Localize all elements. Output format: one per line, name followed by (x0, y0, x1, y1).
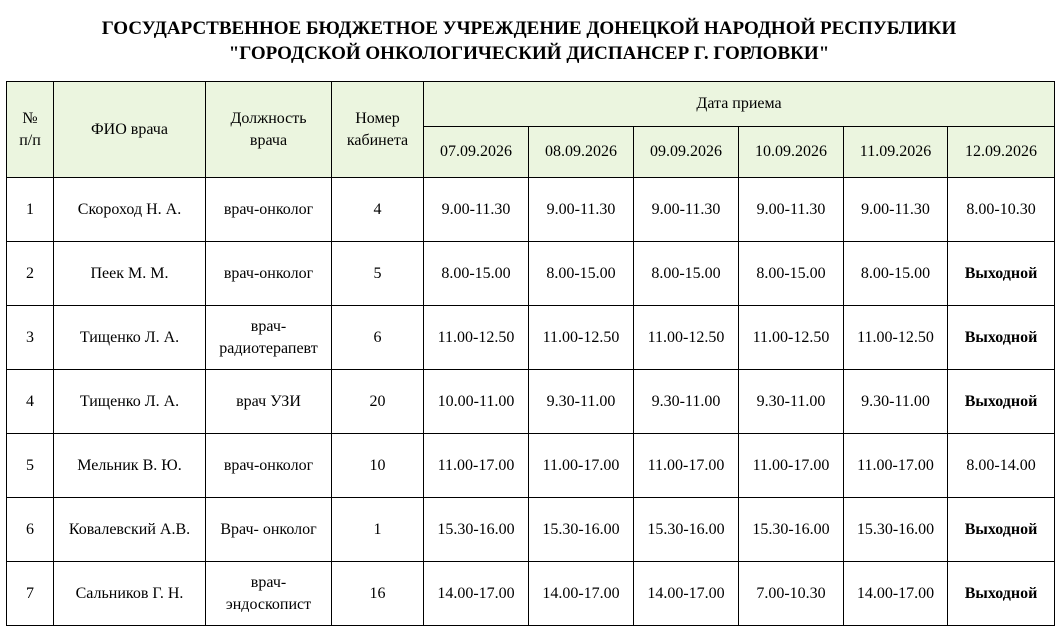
doctor-name: Ковалевский А.В. (54, 498, 206, 562)
title-line-2: "ГОРОДСКОЙ ОНКОЛОГИЧЕСКИЙ ДИСПАНСЕР Г. ГОРЛОВКИ" (228, 43, 830, 64)
doctor-name: Тищенко Л. А. (54, 306, 206, 370)
header-doctor-name: ФИО врача (54, 82, 206, 178)
appointment-time: Выходной (948, 562, 1055, 626)
appointment-time: 15.30-16.00 (844, 498, 948, 562)
header-position-line2: врача (249, 131, 288, 149)
header-date: 07.09.2026 (424, 127, 529, 178)
appointment-time: 11.00-12.50 (529, 306, 634, 370)
appointment-time: 9.30-11.00 (739, 370, 844, 434)
row-number: 2 (7, 242, 54, 306)
doctor-position-line1: врач- (250, 317, 287, 335)
doctor-position-line1: врач- (250, 573, 287, 591)
room-number: 1 (332, 498, 424, 562)
doctor-position-line1: врач-онколог (223, 264, 314, 282)
appointment-time: Выходной (948, 498, 1055, 562)
appointment-time: 9.00-11.30 (634, 178, 739, 242)
header-position (206, 82, 332, 178)
table-row (7, 370, 1055, 434)
appointment-time: 9.00-11.30 (844, 178, 948, 242)
table-row (7, 434, 1055, 498)
appointment-time: 14.00-17.00 (424, 562, 529, 626)
appointment-time: 11.00-17.00 (424, 434, 529, 498)
appointment-time: 9.00-11.30 (424, 178, 529, 242)
doctor-position-line1: врач-онколог (223, 200, 314, 218)
appointment-time: 8.00-15.00 (844, 242, 948, 306)
table-row (7, 306, 1055, 370)
table-row (7, 242, 1055, 306)
header-number (7, 82, 54, 178)
doctor-position-line2: эндоскопист (225, 595, 312, 613)
appointment-time: 15.30-16.00 (529, 498, 634, 562)
appointment-time: 11.00-17.00 (634, 434, 739, 498)
doctor-position (206, 306, 332, 370)
doctor-position (206, 178, 332, 242)
header-room-line1: Номер (355, 109, 400, 127)
doctor-name: Пеек М. М. (54, 242, 206, 306)
doctor-position-line1: врач-онколог (223, 456, 314, 474)
row-number: 3 (7, 306, 54, 370)
header-date: 12.09.2026 (948, 127, 1055, 178)
appointment-time: 15.30-16.00 (424, 498, 529, 562)
appointment-time: 11.00-17.00 (739, 434, 844, 498)
header-date: 09.09.2026 (634, 127, 739, 178)
header-date: 10.09.2026 (739, 127, 844, 178)
appointment-time: 8.00-14.00 (948, 434, 1055, 498)
doctor-position-line1: Врач- онколог (220, 520, 317, 538)
row-number: 7 (7, 562, 54, 626)
appointment-time: 15.30-16.00 (739, 498, 844, 562)
row-number: 4 (7, 370, 54, 434)
doctor-position (206, 434, 332, 498)
appointment-time: 14.00-17.00 (529, 562, 634, 626)
doctor-name: Мельник В. Ю. (54, 434, 206, 498)
room-number: 6 (332, 306, 424, 370)
appointment-time: 9.30-11.00 (844, 370, 948, 434)
table-row (7, 562, 1055, 626)
appointment-time: 9.00-11.30 (739, 178, 844, 242)
row-number: 5 (7, 434, 54, 498)
appointment-time: Выходной (948, 370, 1055, 434)
appointment-time: 11.00-12.50 (844, 306, 948, 370)
appointment-time: 8.00-10.30 (948, 178, 1055, 242)
header-room (332, 82, 424, 178)
appointment-time: 10.00-11.00 (424, 370, 529, 434)
header-date: 08.09.2026 (529, 127, 634, 178)
table-row (7, 178, 1055, 242)
appointment-time: Выходной (948, 306, 1055, 370)
doctor-position (206, 370, 332, 434)
appointment-time: 7.00-10.30 (739, 562, 844, 626)
appointment-time: 9.30-11.00 (529, 370, 634, 434)
header-number-line2: п/п (19, 131, 41, 149)
doctor-position (206, 242, 332, 306)
room-number: 5 (332, 242, 424, 306)
appointment-time: 14.00-17.00 (844, 562, 948, 626)
appointment-time: 15.30-16.00 (634, 498, 739, 562)
doctor-position-line1: врач УЗИ (236, 392, 301, 410)
doctor-position (206, 562, 332, 626)
appointment-time: 14.00-17.00 (634, 562, 739, 626)
appointment-time: 11.00-17.00 (529, 434, 634, 498)
appointment-time: 8.00-15.00 (634, 242, 739, 306)
document-title (0, 16, 1058, 66)
room-number: 10 (332, 434, 424, 498)
room-number: 20 (332, 370, 424, 434)
row-number: 1 (7, 178, 54, 242)
appointment-time: 8.00-15.00 (739, 242, 844, 306)
header-position-line1: Должность (230, 109, 307, 127)
appointment-time: Выходной (948, 242, 1055, 306)
appointment-time: 11.00-12.50 (634, 306, 739, 370)
appointment-time: 8.00-15.00 (424, 242, 529, 306)
header-date: 11.09.2026 (844, 127, 948, 178)
doctor-name: Скороход Н. А. (54, 178, 206, 242)
doctor-name: Тищенко Л. А. (54, 370, 206, 434)
table-row (7, 498, 1055, 562)
appointment-time: 11.00-12.50 (739, 306, 844, 370)
appointment-time: 9.30-11.00 (634, 370, 739, 434)
header-dates-group: Дата приема (424, 82, 1055, 127)
appointment-time: 11.00-12.50 (424, 306, 529, 370)
doctor-name: Сальников Г. Н. (54, 562, 206, 626)
appointment-time: 9.00-11.30 (529, 178, 634, 242)
doctor-position (206, 498, 332, 562)
appointment-time: 8.00-15.00 (529, 242, 634, 306)
header-number-line1: № (22, 109, 38, 127)
header-room-line2: кабинета (346, 131, 409, 149)
room-number: 16 (332, 562, 424, 626)
room-number: 4 (332, 178, 424, 242)
title-line-1: ГОСУДАРСТВЕННОЕ БЮДЖЕТНОЕ УЧРЕЖДЕНИЕ ДОНЕЦКОЙ НАРОДНОЙ РЕСПУБЛИКИ (101, 18, 957, 39)
schedule-table (6, 81, 1055, 626)
row-number: 6 (7, 498, 54, 562)
doctor-position-line2: радиотерапевт (219, 339, 318, 357)
appointment-time: 11.00-17.00 (844, 434, 948, 498)
